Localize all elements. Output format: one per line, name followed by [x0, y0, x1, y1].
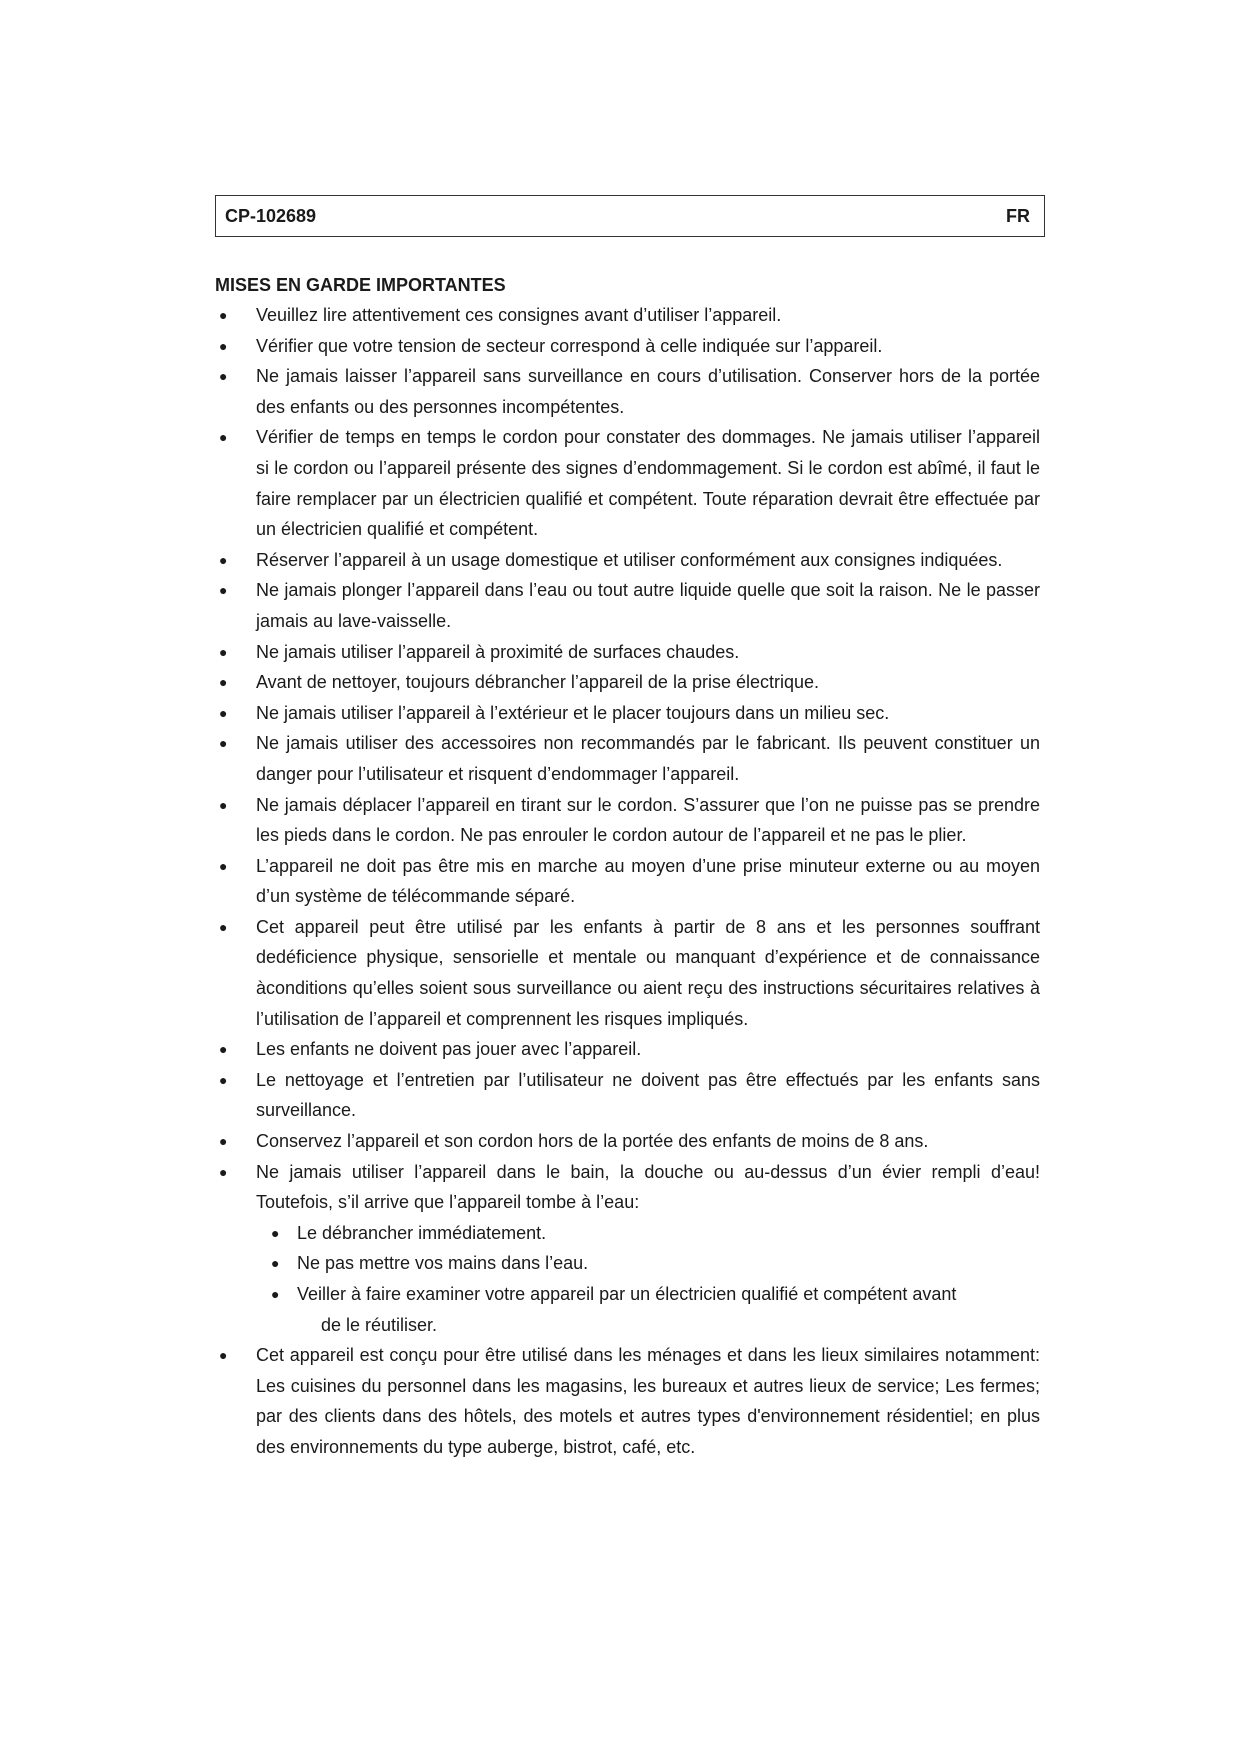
bullet-icon: ● [219, 582, 228, 599]
bullet-icon: ● [219, 1163, 228, 1180]
list-item [215, 667, 1040, 698]
item-text: Avant de nettoyer, toujours débrancher l’appareil de la prise électrique. [256, 672, 820, 693]
sub-item-text: Le débrancher immédiatement. [297, 1222, 547, 1243]
item-text: Ne jamais utiliser l’appareil à proximité de surfaces chaudes. [256, 641, 740, 662]
bullet-icon: ● [219, 551, 228, 568]
sub-item-text-continuation: de le réutiliser. [321, 1314, 438, 1335]
water-sublist [256, 1218, 1040, 1340]
sub-list-item [256, 1218, 1040, 1249]
item-text: Ne jamais déplacer l’appareil en tirant sur le cordon. S’assurer que l’on ne puisse pas se prendre les pieds dans le cordon. Ne pas enrouler le cordon autour de l’appareil et ne pas le plier. [256, 794, 1040, 846]
sub-item-text: Ne pas mettre vos mains dans l’eau. [297, 1253, 589, 1274]
warnings-list [215, 300, 1040, 1463]
bullet-icon: ● [219, 674, 228, 691]
item-text: Vérifier de temps en temps le cordon pour constater des dommages. Ne jamais utiliser l’appareil si le cordon ou l’appareil présente des signes d’endommagement. Si le cordon est abîmé, il faut le faire remplacer par un électricien qualifié et compétent. Toute réparation devrait être effectuée par un électricien qualifié et compétent. [256, 427, 1040, 540]
section-title: MISES EN GARDE IMPORTANTES [215, 275, 506, 295]
list-item [215, 1034, 1040, 1065]
bullet-icon: ● [271, 1255, 280, 1272]
list-item [215, 790, 1040, 851]
item-text: Ne jamais utiliser l’appareil à l’extérieur et le placer toujours dans un milieu sec. [256, 702, 890, 723]
bullet-icon: ● [219, 735, 228, 752]
bullet-icon: ● [219, 1041, 228, 1058]
list-item [215, 1065, 1040, 1126]
list-item [215, 698, 1040, 729]
bullet-icon: ● [219, 796, 228, 813]
list-item [215, 912, 1040, 1034]
list-item [215, 331, 1040, 362]
sub-item-text: Veiller à faire examiner votre appareil par un électricien qualifié et compétent avant [297, 1284, 957, 1304]
item-text: Ne jamais utiliser des accessoires non recommandés par le fabricant. Ils peuvent constituer un danger pour l’utilisateur et risquent d’endommager l’appareil. [256, 733, 1040, 784]
item-text: Ne jamais laisser l’appareil sans surveillance en cours d’utilisation. Conserver hors de la portée des enfants ou des personnes incompétentes. [256, 366, 1040, 417]
bullet-icon: ● [271, 1224, 280, 1241]
item-text: Veuillez lire attentivement ces consignes avant d’utiliser l’appareil. [256, 305, 782, 325]
bullet-icon: ● [219, 368, 228, 385]
list-item [215, 728, 1040, 789]
item-text: Vérifier que votre tension de secteur correspond à celle indiquée sur l’appareil. [256, 335, 883, 356]
bullet-icon: ● [219, 1347, 228, 1364]
item-text: Conservez l’appareil et son cordon hors de la portée des enfants de moins de 8 ans. [256, 1131, 929, 1152]
item-text: Les enfants ne doivent pas jouer avec l’appareil. [256, 1039, 642, 1060]
bullet-icon: ● [219, 337, 228, 354]
bullet-icon: ● [219, 857, 228, 874]
item-text: Cet appareil est conçu pour être utilisé dans les ménages et dans les lieux similaires notamment: Les cuisines du personnel dans les magasins, les bureaux et autres lieux de service; Les fermes; par des clients dans des hôtels, des motels et autres types d'environnement résidentiel; en plus des environnements du type auberge, bistrot, café, etc. [256, 1345, 1040, 1457]
bullet-icon: ● [219, 307, 228, 323]
document-header [215, 195, 1045, 237]
sub-list-item [256, 1279, 1040, 1340]
list-item [215, 545, 1040, 576]
bullet-icon: ● [219, 704, 228, 721]
bullet-icon: ● [219, 643, 228, 660]
warnings-section [215, 270, 1040, 1463]
list-item [215, 637, 1040, 668]
product-code: CP-102689 [225, 205, 317, 226]
list-item [215, 575, 1040, 636]
list-item [215, 1126, 1040, 1157]
list-item [215, 422, 1040, 544]
sub-list-item [256, 1248, 1040, 1279]
item-text: Ne jamais utiliser l’appareil dans le bain, la douche ou au-dessus d’un évier rempli d’eau! Toutefois, s’il arrive que l’appareil tombe à l’eau: [256, 1161, 1040, 1213]
bullet-icon: ● [219, 1133, 228, 1150]
item-text: Le nettoyage et l’entretien par l’utilisateur ne doivent pas être effectués par les enfants sans surveillance. [256, 1069, 1040, 1121]
language-code: FR [1006, 205, 1030, 226]
list-item [215, 300, 1040, 331]
list-item [215, 1340, 1040, 1462]
list-item [215, 361, 1040, 422]
bullet-icon: ● [271, 1286, 280, 1302]
bullet-icon: ● [219, 1071, 228, 1088]
item-text: L’appareil ne doit pas être mis en marche au moyen d’une prise minuteur externe ou au moyen d’un système de télécommande séparé. [256, 855, 1040, 907]
item-text: Réserver l’appareil à un usage domestique et utiliser conformément aux consignes indiquées. [256, 549, 1003, 570]
bullet-icon: ● [219, 918, 228, 935]
list-item-water [215, 1157, 1040, 1341]
list-item [215, 851, 1040, 912]
item-text: Ne jamais plonger l’appareil dans l’eau ou tout autre liquide quelle que soit la raison. Ne le passer jamais au lave-vaisselle. [256, 580, 1040, 631]
bullet-icon: ● [219, 429, 228, 446]
item-text: Cet appareil peut être utilisé par les enfants à partir de 8 ans et les personnes souffrant dedéficience physique, sensorielle et mentale ou manquant d’expérience et de connaissance àconditions qu’elles soient sous surveillance ou aient reçu des instructions sécuritaires relatives à l’utilisation de l’appareil et comprennent les risques impliqués. [256, 916, 1040, 1029]
